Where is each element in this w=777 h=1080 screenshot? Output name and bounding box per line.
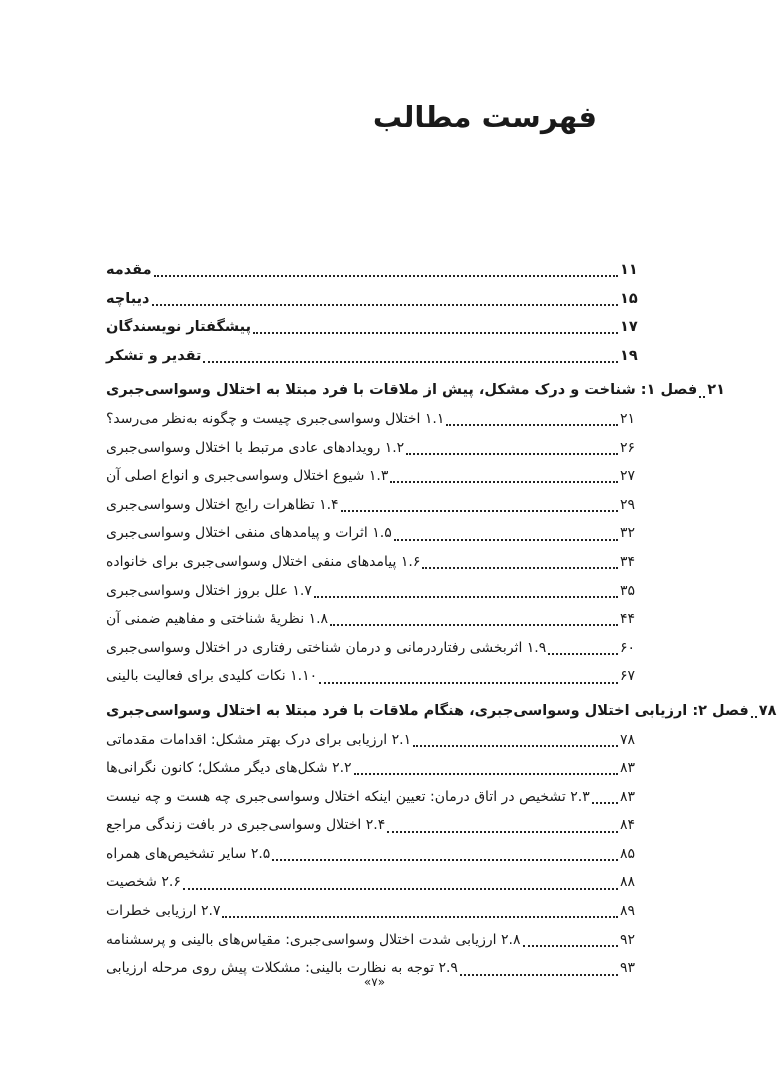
toc-page-number: ۱۱ bbox=[620, 262, 638, 278]
dot-leader bbox=[387, 831, 618, 833]
toc-page-number: ۳۴ bbox=[620, 553, 636, 570]
toc-entry-label: مقدمه bbox=[106, 262, 152, 278]
dot-leader bbox=[314, 596, 618, 598]
dot-leader bbox=[152, 304, 619, 306]
toc-section-label: ۱.۸ نظریهٔ شناختی و مفاهیم ضمنی آن bbox=[106, 611, 329, 628]
toc-entry-label: تقدیر و تشکر bbox=[106, 347, 202, 364]
toc-page-number: ۲۹ bbox=[620, 496, 636, 513]
toc-entry-authors-foreword bbox=[106, 313, 638, 342]
toc-page-number: ۸۸ bbox=[620, 874, 636, 891]
toc-section-label: ۲.۴ اختلال وسواسی‌جبری در بافت زندگی مراجع bbox=[106, 817, 386, 834]
toc-entry-label: دیباچه bbox=[106, 290, 150, 307]
toc-section-label: ۱.۲ رویدادهای عادی مرتبط با اختلال وسواسی‌جبری bbox=[106, 439, 405, 456]
page-title: فهرست مطالب bbox=[372, 100, 597, 134]
dot-leader bbox=[390, 481, 618, 483]
dot-leader bbox=[354, 773, 618, 775]
toc-section-label: ۱.۳ شیوع اختلال وسواسی‌جبری و انواع اصلی آن bbox=[106, 468, 389, 485]
dot-leader bbox=[319, 682, 618, 684]
dot-leader bbox=[523, 945, 619, 947]
toc-page-number: ۹۳ bbox=[620, 960, 636, 977]
toc-page-number: ۴۴ bbox=[620, 611, 636, 628]
toc-section bbox=[106, 634, 638, 663]
dot-leader bbox=[422, 567, 618, 569]
dot-leader bbox=[253, 332, 618, 334]
dot-leader bbox=[203, 361, 618, 363]
toc-entry-acknowledgements bbox=[106, 342, 638, 371]
toc-section bbox=[106, 840, 638, 869]
toc-page-number: ۶۷ bbox=[620, 668, 636, 685]
toc-chapter-label: فصل ۱: شناخت و درک مشکل، پیش از ملاقات با فرد مبتلا به اختلال وسواسی‌جبری bbox=[106, 382, 698, 399]
toc-page-number: ۶۰ bbox=[620, 639, 636, 656]
toc-section-label: ۱.۹ اثربخشی رفتاردرمانی و درمان شناختی رفتاری در اختلال وسواسی‌جبری bbox=[106, 639, 547, 656]
toc-section bbox=[106, 783, 638, 812]
toc-chapter-label: فصل ۲: ارزیابی اختلال وسواسی‌جبری، هنگام ملاقات با فرد مبتلا به اختلال وسواسی‌جبری bbox=[106, 702, 749, 719]
dot-leader bbox=[394, 539, 618, 541]
toc-section bbox=[106, 605, 638, 634]
dot-leader bbox=[330, 624, 618, 626]
toc-section bbox=[106, 462, 638, 491]
toc-section bbox=[106, 926, 638, 955]
toc-section-label: ۲.۶ شخصیت bbox=[106, 874, 181, 891]
dot-leader bbox=[446, 424, 618, 426]
toc-section-label: ۲.۳ تشخیص در اتاق درمان: تعیین اینکه اختلال وسواسی‌جبری چه هست و چه نیست bbox=[106, 788, 590, 805]
toc-page-number: ۸۳ bbox=[620, 760, 636, 777]
toc-page-number: ۱۷ bbox=[620, 319, 638, 336]
toc-section bbox=[106, 405, 638, 434]
toc-section bbox=[106, 491, 638, 520]
toc-section-label: ۲.۲ شکل‌های دیگر مشکل؛ کانون نگرانی‌ها bbox=[106, 760, 352, 777]
toc-entry-preface bbox=[106, 285, 638, 314]
toc-section bbox=[106, 434, 638, 463]
page-number-footer: «۷» bbox=[363, 975, 386, 989]
dot-leader bbox=[183, 888, 618, 890]
toc-page-number: ۹۲ bbox=[620, 931, 636, 948]
toc-section-label: ۱.۶ پیامدهای منفی اختلال وسواسی‌جبری برای خانواده bbox=[106, 553, 421, 570]
toc-chapter-1 bbox=[106, 376, 725, 405]
dot-leader bbox=[413, 745, 618, 747]
toc-section-label: ۲.۷ ارزیابی خطرات bbox=[106, 903, 221, 920]
toc-entry-label: پیشگفتار نویسندگان bbox=[106, 319, 252, 336]
toc-section bbox=[106, 726, 638, 755]
toc-page-number: ۸۴ bbox=[620, 817, 636, 834]
toc-section-label: ۱.۱۰ نکات کلیدی برای فعالیت بالینی bbox=[106, 668, 318, 685]
toc-section bbox=[106, 868, 638, 897]
toc-section bbox=[106, 811, 638, 840]
toc-section bbox=[106, 548, 638, 577]
toc-page-number: ۳۵ bbox=[620, 582, 636, 599]
toc-page-number: ۳۲ bbox=[620, 525, 636, 542]
toc-page-number: ۲۱ bbox=[707, 382, 725, 399]
toc-page-number: ۷۸ bbox=[620, 731, 636, 748]
toc-page-number: ۸۳ bbox=[620, 788, 636, 805]
toc-page-number: ۲۷ bbox=[620, 468, 636, 485]
toc-page-number: ۲۱ bbox=[620, 410, 636, 427]
dot-leader bbox=[699, 396, 705, 398]
dot-leader bbox=[548, 653, 618, 655]
toc-section-label: ۲.۵ سایر تشخیص‌های همراه bbox=[106, 845, 271, 862]
toc-section-label: ۲.۱ ارزیابی برای درک بهتر مشکل: اقدامات مقدماتی bbox=[106, 731, 412, 748]
toc-section-label: ۱.۱ اختلال وسواسی‌جبری چیست و چگونه به‌نظر می‌رسد؟ bbox=[106, 410, 445, 427]
toc-page-number: ۱۵ bbox=[620, 290, 638, 307]
toc-section-label: ۱.۴ تظاهرات رایج اختلال وسواسی‌جبری bbox=[106, 496, 339, 513]
toc-page-number: ۷۸ bbox=[758, 702, 777, 719]
toc-section-label: ۱.۷ علل بروز اختلال وسواسی‌جبری bbox=[106, 582, 312, 599]
table-of-contents bbox=[106, 256, 777, 983]
toc-page-number: ۸۵ bbox=[620, 845, 636, 862]
toc-section bbox=[106, 662, 638, 691]
toc-section-label: ۲.۸ ارزیابی شدت اختلال وسواسی‌جبری: مقیاس‌های بالینی و پرسشنامه bbox=[106, 931, 521, 948]
dot-leader bbox=[341, 510, 618, 512]
toc-section bbox=[106, 897, 638, 926]
dot-leader bbox=[222, 916, 618, 918]
toc-section-label: ۲.۹ توجه به نظارت بالینی: مشکلات پیش روی مرحله ارزیابی bbox=[106, 960, 458, 977]
toc-section bbox=[106, 577, 638, 606]
dot-leader bbox=[751, 716, 757, 718]
toc-chapter-2 bbox=[106, 697, 777, 726]
toc-section-label: ۱.۵ اثرات و پیامدهای منفی اختلال وسواسی‌جبری bbox=[106, 525, 392, 542]
toc-page-number: ۸۹ bbox=[620, 903, 636, 920]
dot-leader bbox=[272, 859, 618, 861]
dot-leader bbox=[592, 802, 618, 804]
toc-page-number: ۱۹ bbox=[620, 347, 638, 364]
toc-section bbox=[106, 519, 638, 548]
toc-entry-introduction bbox=[106, 256, 638, 285]
toc-section bbox=[106, 754, 638, 783]
dot-leader bbox=[154, 275, 618, 277]
toc-page-number: ۲۶ bbox=[620, 439, 636, 456]
dot-leader bbox=[406, 453, 618, 455]
